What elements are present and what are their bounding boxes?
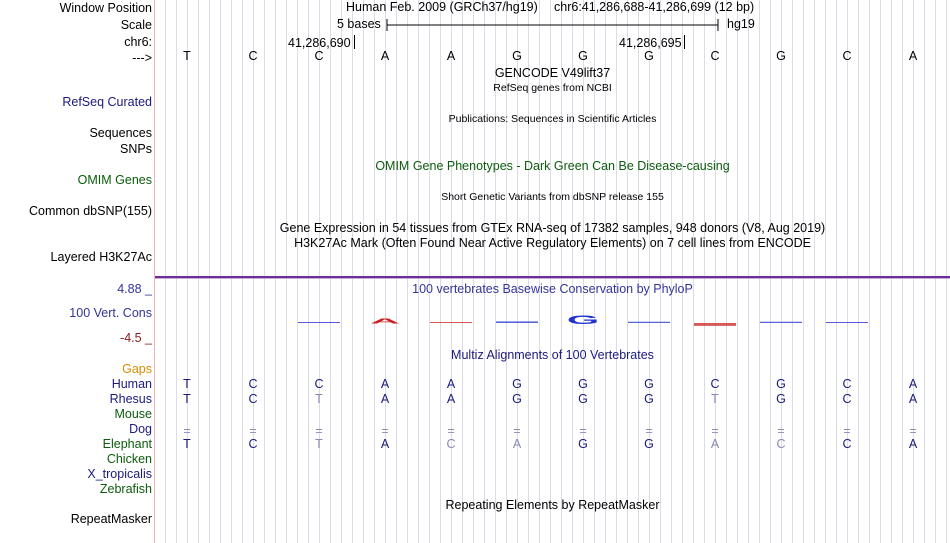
multiz-title[interactable]: Multiz Alignments of 100 Vertebrates (451, 348, 654, 362)
position-text[interactable]: chr6:41,286,688-41,286,699 (12 bp) (554, 0, 755, 14)
ruler-base: G (512, 49, 522, 63)
alignment-base: C (248, 392, 258, 406)
alignment-base: A (512, 437, 522, 451)
cons-label[interactable]: 100 Vert. Cons (69, 306, 152, 320)
conservation-bar (694, 323, 736, 326)
ruler-base: G (578, 49, 588, 63)
coord-right-tick (684, 35, 685, 49)
ruler-base: T (183, 49, 191, 63)
scale-label[interactable]: Scale (120, 18, 152, 32)
species-label[interactable]: Elephant (102, 437, 152, 451)
refseq-subtitle[interactable]: RefSeq genes from NCBI (493, 82, 612, 94)
alignment-base: = (315, 424, 323, 438)
alignment-base: = (249, 424, 257, 438)
cons-max-label: 4.88 _ (117, 282, 152, 296)
conservation-glyph: G (566, 313, 600, 327)
alignment-base: A (446, 392, 456, 406)
alignment-base: T (315, 392, 323, 406)
alignment-base: T (711, 392, 719, 406)
conservation-bar (826, 322, 868, 323)
alignment-base: C (842, 377, 852, 391)
assembly-title[interactable]: Human Feb. 2009 (GRCh37/hg19) (346, 0, 538, 14)
alignment-base: G (578, 392, 588, 406)
alignment-base: = (711, 424, 719, 438)
ruler-base: C (248, 49, 258, 63)
alignment-base: C (446, 437, 456, 451)
conservation-bar (496, 321, 538, 323)
chrom-label[interactable]: chr6: (124, 35, 152, 49)
ruler-base: C (710, 49, 720, 63)
alignment-base: G (578, 437, 588, 451)
alignment-base: = (183, 424, 191, 438)
alignment-base: A (908, 377, 918, 391)
conservation-bar (298, 322, 340, 323)
omim-title[interactable]: OMIM Gene Phenotypes - Dark Green Can Be Disease-causing (375, 159, 730, 173)
dbsnp-label[interactable]: Common dbSNP(155) (29, 204, 152, 218)
alignment-base: A (908, 437, 918, 451)
h3k27-title[interactable]: H3K27Ac Mark (Often Found Near Active Regulatory Elements) on 7 cell lines from ENCODE (294, 236, 811, 250)
gaps-label[interactable]: Gaps (122, 362, 152, 376)
alignment-base: C (248, 437, 258, 451)
species-label[interactable]: Zebrafish (99, 482, 152, 496)
strand-label[interactable]: ---> (132, 51, 152, 65)
alignment-base: = (645, 424, 653, 438)
repeat-title[interactable]: Repeating Elements by RepeatMasker (445, 498, 660, 512)
alignment-base: A (380, 377, 390, 391)
omim-label[interactable]: OMIM Genes (77, 173, 152, 187)
alignment-base: C (776, 437, 786, 451)
alignment-base: = (777, 424, 785, 438)
species-label[interactable]: Rhesus (109, 392, 152, 406)
species-label[interactable]: Dog (129, 422, 152, 436)
conservation-glyph: A (369, 316, 401, 326)
refseq-label[interactable]: RefSeq Curated (62, 95, 152, 109)
alignment-base: T (183, 377, 191, 391)
alignment-base: G (644, 392, 654, 406)
alignment-base: G (776, 392, 786, 406)
window-position-label[interactable]: Window Position (59, 1, 152, 15)
alignment-base: G (578, 377, 588, 391)
publications-title[interactable]: Publications: Sequences in Scientific Articles (448, 113, 657, 125)
alignment-base: = (579, 424, 587, 438)
alignment-base: C (842, 392, 852, 406)
alignment-base: A (380, 437, 390, 451)
alignment-base: C (248, 377, 258, 391)
gtex-title[interactable]: Gene Expression in 54 tissues from GTEx RNA-seq of 17382 samples, 948 donors (V8, Aug 2019) (279, 221, 826, 235)
alignment-base: G (512, 392, 522, 406)
dbsnp-title[interactable]: Short Genetic Variants from dbSNP release 155 (441, 191, 664, 203)
gencode-title[interactable]: GENCODE V49lift37 (494, 66, 611, 80)
alignment-base: = (447, 424, 455, 438)
snps-label[interactable]: SNPs (120, 142, 152, 156)
alignment-base: G (644, 377, 654, 391)
ruler-base: A (446, 49, 456, 63)
alignment-base: = (909, 424, 917, 438)
alignment-base: = (381, 424, 389, 438)
species-label[interactable]: Chicken (106, 452, 152, 466)
alignment-base: C (710, 377, 720, 391)
species-label[interactable]: X_tropicalis (87, 467, 152, 481)
conservation-plot (155, 300, 950, 340)
ruler-base: C (842, 49, 852, 63)
ruler-base: A (908, 49, 918, 63)
alignment-base: C (314, 377, 324, 391)
track-separator-shadow (155, 278, 950, 279)
coord-left-tick (354, 35, 355, 49)
h3k27-label[interactable]: Layered H3K27Ac (50, 250, 152, 264)
alignment-base: G (776, 377, 786, 391)
alignment-base: = (843, 424, 851, 438)
coord-right: 41,286,695 (619, 36, 682, 50)
ruler-base: G (776, 49, 786, 63)
phylop-title[interactable]: 100 vertebrates Basewise Conservation by PhyloP (412, 282, 693, 296)
alignment-base: T (183, 437, 191, 451)
alignment-base: G (644, 437, 654, 451)
alignment-base: T (183, 392, 191, 406)
alignment-base: A (710, 437, 720, 451)
ruler-base: C (314, 49, 324, 63)
ruler-base: A (380, 49, 390, 63)
ruler-base: G (644, 49, 654, 63)
conservation-bar (760, 322, 802, 323)
alignment-base: T (315, 437, 323, 451)
cons-min-label: -4.5 _ (120, 331, 152, 345)
alignment-base: A (908, 392, 918, 406)
species-label[interactable]: Mouse (114, 407, 152, 421)
sequences-label[interactable]: Sequences (89, 126, 152, 140)
conservation-bar (430, 322, 472, 323)
scale-bar (386, 18, 720, 32)
coord-left: 41,286,690 (288, 36, 351, 50)
scale-text: 5 bases (337, 17, 381, 31)
alignment-base: C (842, 437, 852, 451)
scale-db: hg19 (727, 17, 755, 31)
species-label[interactable]: Human (111, 377, 152, 391)
repeat-label[interactable]: RepeatMasker (70, 512, 152, 526)
alignment-base: A (446, 377, 456, 391)
alignment-base: A (380, 392, 390, 406)
conservation-bar (628, 322, 670, 323)
alignment-base: G (512, 377, 522, 391)
alignment-base: = (513, 424, 521, 438)
